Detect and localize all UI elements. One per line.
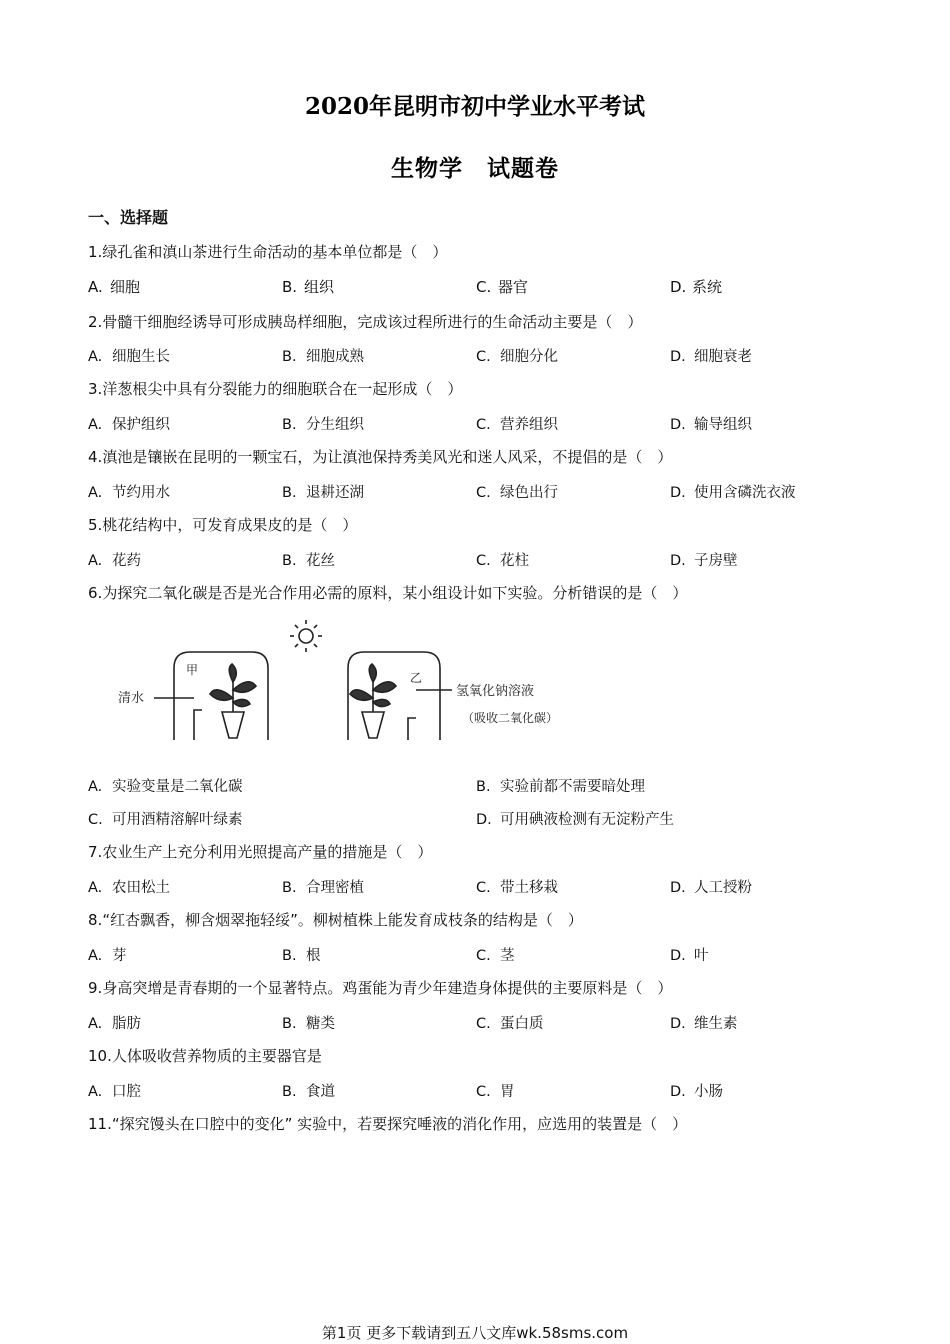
question-text: 滇池是镶嵌在昆明的一颗宝石，为让滇池保持秀美风光和迷人风采，不提倡的是（ ） [102, 448, 673, 466]
question-2 [88, 311, 642, 332]
option-a: A. 芽 [88, 948, 127, 964]
question-text: 身高突增是青春期的一个显著特点。鸡蛋能为青少年建造身体提供的主要原料是（ ） [102, 979, 673, 997]
question-number: 5. [88, 516, 103, 534]
option-a: A. 花药 [88, 553, 141, 569]
question-number: 9. [88, 979, 103, 997]
section-heading: 一、选择题 [88, 208, 169, 227]
options-1 [88, 276, 888, 298]
option-c: C. 可用酒精溶解叶绿素 [88, 812, 243, 828]
exam-title: 2020年昆明市初中学业水平考试 [304, 93, 645, 120]
question-3 [88, 378, 462, 399]
question-number: 10. [88, 1047, 112, 1065]
question-text: 洋葱根尖中具有分裂能力的细胞联合在一起形成（ ） [102, 380, 463, 398]
question-8 [88, 909, 583, 930]
option-b: B. 根 [282, 948, 321, 964]
option-b: B. 退耕还湖 [282, 485, 364, 501]
question-7 [88, 841, 432, 862]
option-d: D. 维生素 [670, 1016, 738, 1032]
option-b: B. 合理密植 [282, 880, 364, 896]
option-a: A. 实验变量是二氧化碳 [88, 779, 243, 795]
question-text: “红杏飘香，柳含烟翠拖轻绥”。柳树植株上能发育成枝条的结构是（ ） [102, 911, 583, 929]
option-c: C. 茎 [476, 948, 515, 964]
question-number: 11. [88, 1115, 112, 1133]
option-a: A. 细胞生长 [88, 349, 170, 365]
option-b: B. 食道 [282, 1084, 335, 1100]
option-d: D. 小肠 [670, 1084, 723, 1100]
option-a: A. 农田松土 [88, 880, 170, 896]
question-number: 3. [88, 380, 103, 398]
question-text: 桃花结构中，可发育成果皮的是（ ） [102, 516, 358, 534]
question-9 [88, 977, 672, 998]
option-c: C. 细胞分化 [476, 349, 558, 365]
option-c: C. 花柱 [476, 553, 529, 569]
question-number: 4. [88, 448, 103, 466]
experiment-figure [112, 618, 612, 748]
question-text: 人体吸收营养物质的主要器官是 [111, 1047, 322, 1065]
options-8 [88, 944, 888, 966]
option-a: A. 保护组织 [88, 417, 170, 433]
options-9 [88, 1012, 888, 1034]
question-text: 绿孔雀和滇山茶进行生命活动的基本单位都是（ ） [102, 243, 448, 261]
question-text: 骨髓干细胞经诱导可形成胰岛样细胞，完成该过程所进行的生命活动主要是（ ） [102, 313, 643, 331]
option-b: B. 分生组织 [282, 417, 364, 433]
question-number: 7. [88, 843, 103, 861]
question-number: 8. [88, 911, 103, 929]
sun-icon [290, 620, 322, 652]
options-10 [88, 1080, 888, 1102]
label-jia: 甲 [186, 663, 199, 677]
label-yi: 乙 [410, 671, 423, 685]
option-a: A. 口腔 [88, 1084, 141, 1100]
option-b: B. 细胞成熟 [282, 349, 364, 365]
question-number: 6. [88, 584, 103, 602]
options-2 [88, 345, 888, 367]
question-1 [88, 241, 447, 262]
option-c: C. 蛋白质 [476, 1016, 544, 1032]
bell-jar-yi [348, 652, 440, 740]
label-water: 清水 [118, 691, 145, 706]
options-5 [88, 549, 888, 571]
option-a: A. 细胞 [88, 278, 141, 296]
option-c: C. 胃 [476, 1084, 515, 1100]
options-4 [88, 481, 888, 503]
option-d: D. 系统 [670, 278, 723, 296]
option-d: D. 可用碘液检测有无淀粉产生 [476, 812, 674, 828]
option-d: D. 子房壁 [670, 553, 738, 569]
option-d: D. 细胞衰老 [670, 349, 752, 365]
option-d: D. 输导组织 [670, 417, 752, 433]
question-number: 1. [88, 243, 103, 261]
options-7 [88, 876, 888, 898]
option-a: A. 脂肪 [88, 1016, 141, 1032]
label-absorb-co2: （吸收二氧化碳） [462, 711, 559, 725]
question-text: 为探究二氧化碳是否是光合作用必需的原料，某小组设计如下实验。分析错误的是（ ） [102, 584, 688, 602]
options-6-row-1 [88, 775, 888, 797]
option-c: C. 带土移栽 [476, 880, 558, 896]
question-4 [88, 446, 672, 467]
option-c: C. 绿色出行 [476, 485, 558, 501]
option-c: C. 器官 [476, 278, 529, 296]
options-3 [88, 413, 888, 435]
question-5 [88, 514, 357, 535]
page-footer: 第1页 更多下载请到五八文库wk.58sms.com [321, 1324, 629, 1342]
option-d: D. 使用含磷洗衣液 [670, 485, 796, 501]
label-naoh: 氢氧化钠溶液 [456, 684, 535, 699]
question-text: 农业生产上充分利用光照提高产量的措施是（ ） [102, 843, 433, 861]
question-text: “探究馒头在口腔中的变化” 实验中，若要探究唾液的消化作用，应选用的装置是（ ） [111, 1115, 688, 1133]
question-10 [88, 1045, 322, 1066]
option-d: D. 叶 [670, 948, 709, 964]
option-a: A. 节约用水 [88, 485, 170, 501]
option-b: B. 组织 [282, 278, 335, 296]
question-number: 2. [88, 313, 103, 331]
option-b: B. 花丝 [282, 553, 335, 569]
option-b: B. 糖类 [282, 1016, 335, 1032]
exam-subtitle: 生物学 试题卷 [391, 155, 559, 182]
option-d: D. 人工授粉 [670, 880, 752, 896]
option-b: B. 实验前都不需要暗处理 [476, 779, 645, 795]
question-11 [88, 1113, 687, 1134]
option-c: C. 营养组织 [476, 417, 558, 433]
question-6 [88, 582, 687, 603]
options-6-row-2 [88, 808, 888, 830]
